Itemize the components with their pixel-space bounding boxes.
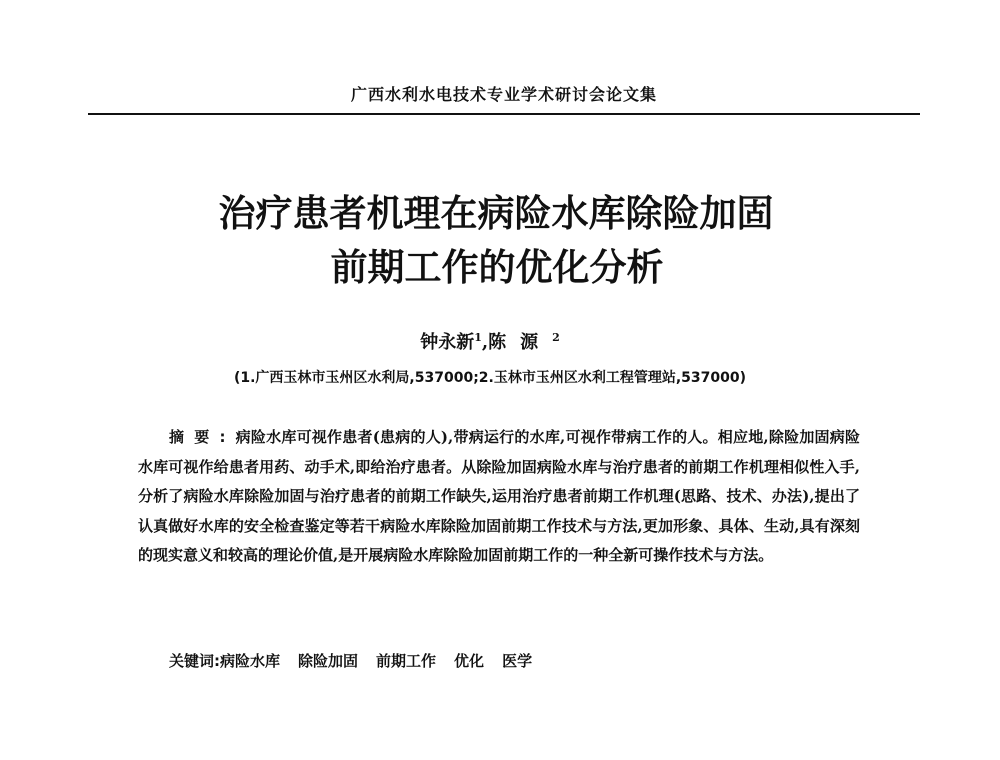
author-2-name: 陈源	[488, 332, 553, 353]
keyword-item: 前期工作	[376, 652, 437, 670]
running-head: 广西水利水电技术专业学术研讨会论文集	[350, 85, 657, 104]
abstract-label: 摘要:	[169, 428, 236, 446]
author-separator: ,	[481, 332, 489, 353]
header-rule	[88, 113, 920, 115]
keywords-label: 关键词:	[169, 652, 220, 670]
abstract-block	[138, 423, 860, 571]
title-line-2: 前期工作的优化分析	[330, 245, 664, 289]
affiliation-line: (1.广西玉林市玉州区水利局,537000;2.玉林市玉州区水利工程管理站,537000)	[233, 370, 747, 386]
author-2-affiliation-mark: 2	[552, 331, 560, 344]
title-line-1: 治疗患者机理在病险水库除险加固	[218, 191, 774, 235]
keyword-item: 优化	[454, 652, 485, 670]
keywords-line	[169, 650, 550, 671]
abstract-text: 病险水库可视作患者(患病的人),带病运行的水库,可视作带病工作的人。相应地,除险加固病险水库可视作给患者用药、动手术,即给治疗患者。从除险加固病险水库与治疗患者的前期工作机理相似性入手,分析了病险水库除险加固与治疗患者的前期工作缺失,运用治疗患者前期工作机理(思路、技术、办法),提出了认真做好水库的安全检查鉴定等若干病险水库除险加固前期工作技术与方法,更加形象、具体、生动,具有深刻的现实意义和较高的理论价值,是开展病险水库除险加固前期工作的一种全新可操作技术与方法。	[138, 428, 860, 564]
author-list	[0, 328, 980, 354]
author-1-affiliation-mark: 1	[474, 331, 482, 344]
keyword-item: 医学	[502, 652, 533, 670]
keyword-item: 病险水库	[220, 652, 281, 670]
paper-title	[0, 186, 1000, 294]
author-1-name: 钟永新	[420, 332, 475, 353]
keyword-item: 除险加固	[298, 652, 359, 670]
